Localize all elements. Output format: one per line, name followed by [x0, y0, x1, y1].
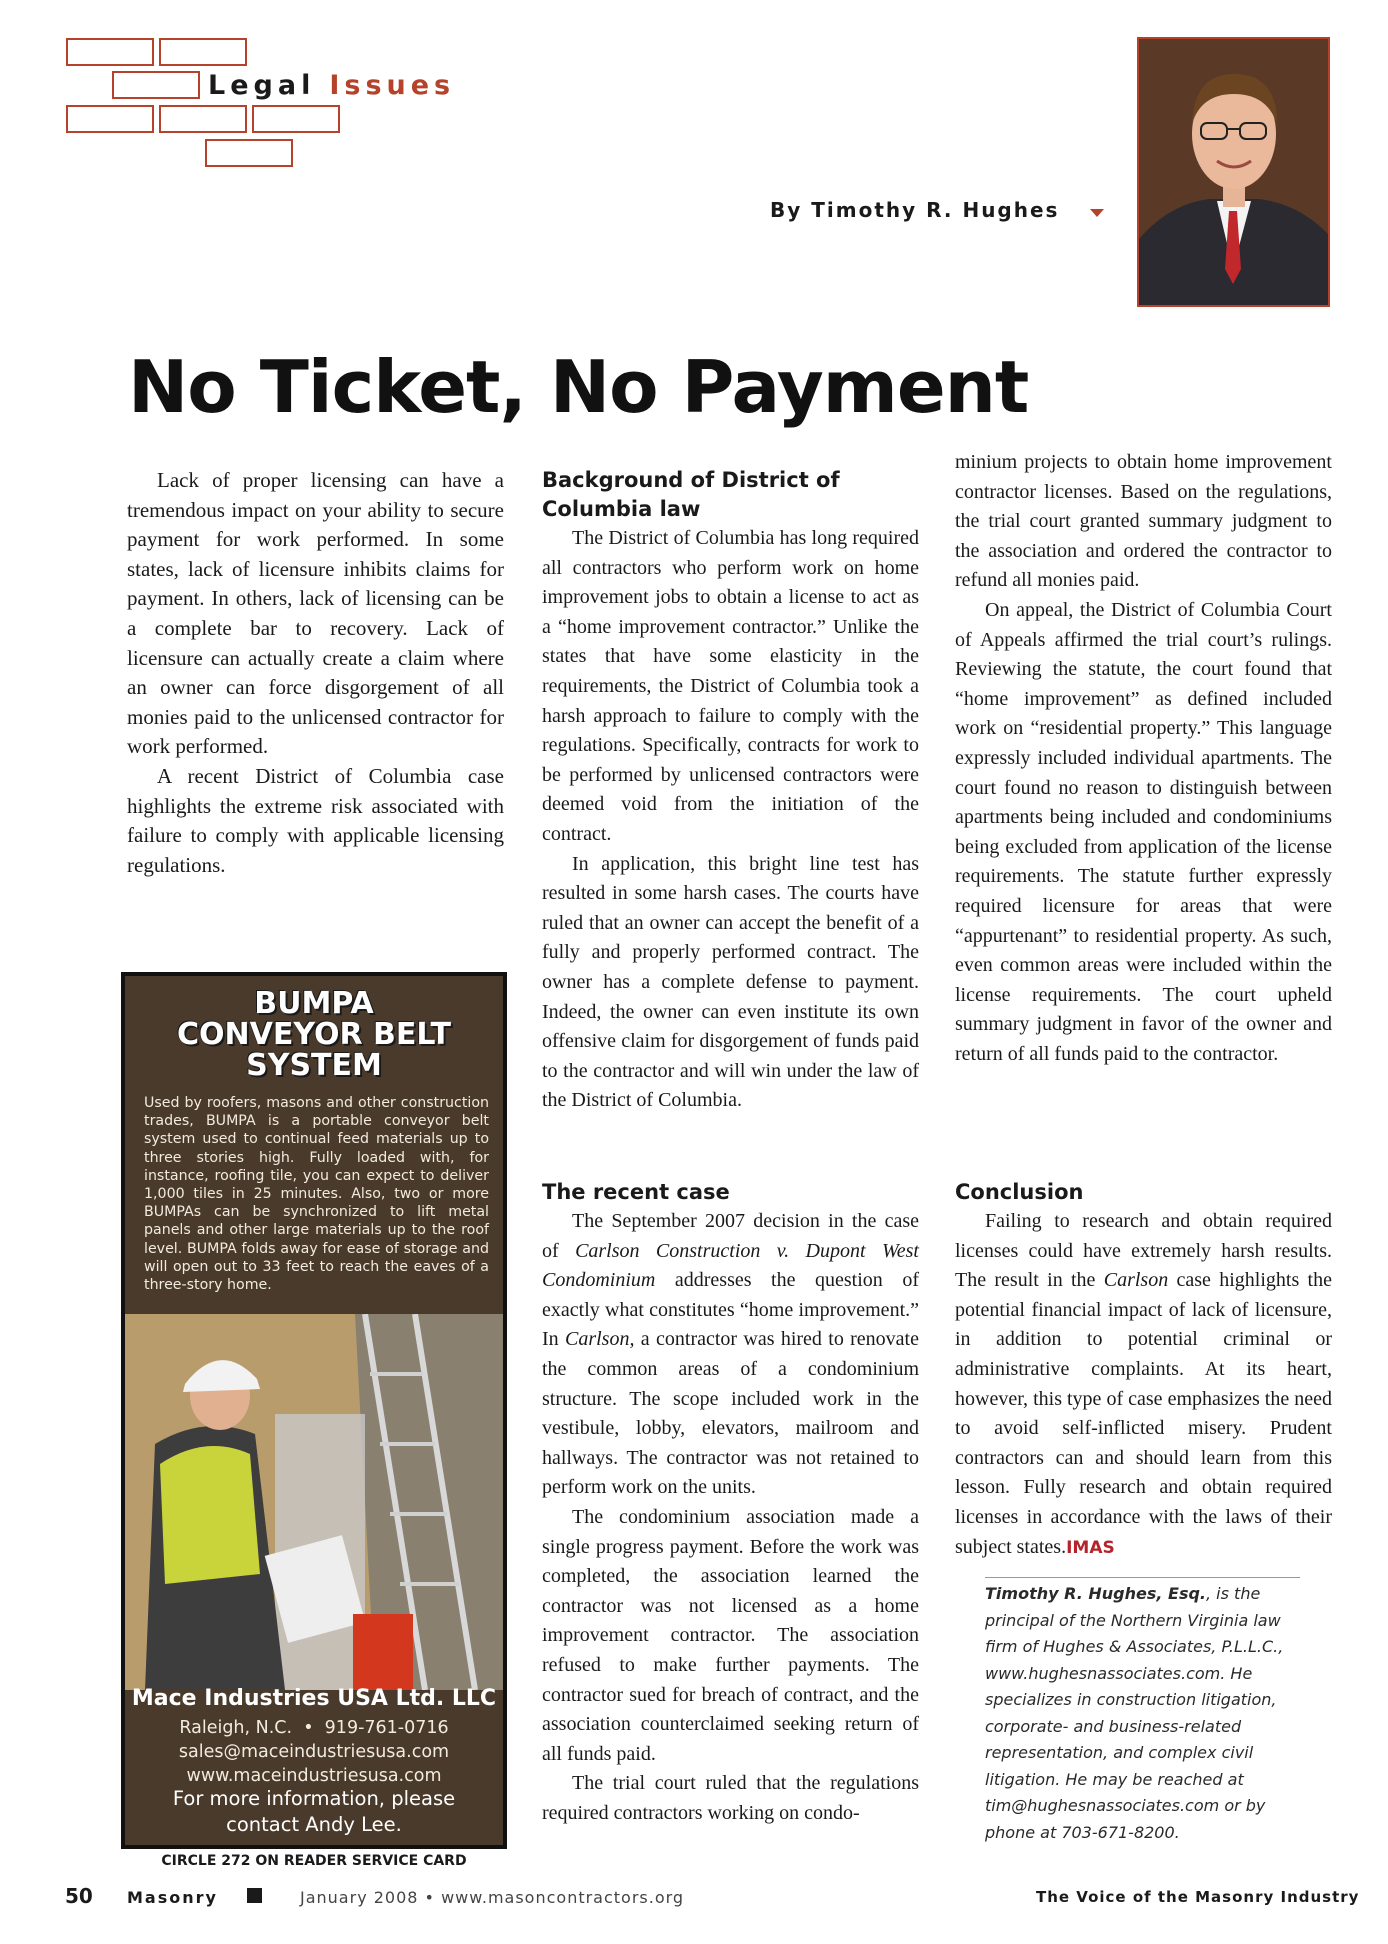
ad-contact-line: For more information, please [172, 1787, 456, 1810]
ad-company-name: Mace Industries USA Ltd. LLC [131, 1686, 497, 1711]
brick [112, 71, 200, 99]
bio-text: , is the principal of the Northern Virginia law firm of Hughes & Associates, P.L.L.C., www.hughesnassociates.com. He specializes in construction litigation, corporate- and business-related representation, and complex civil litigation. He may be reached at tim@hughesnassociates.com or by phone at 703-671-8200. [985, 1584, 1284, 1842]
section-label [208, 70, 455, 101]
ad-worker-photo [125, 1314, 503, 1690]
case-name: Carlson, [565, 1328, 635, 1351]
advertisement[interactable] [121, 972, 507, 1849]
paragraph [955, 1207, 1332, 1563]
section-label-word2: Issues [329, 70, 456, 101]
column-2 [542, 466, 919, 1116]
column-3-conclusion [955, 1178, 1332, 1563]
brick [205, 139, 293, 167]
paragraph: A recent District of Columbia case highlights the extreme risk associated with failure to comply with applicable licensing regulations. [127, 763, 504, 877]
footer-square-icon [247, 1888, 262, 1903]
bio-name: Timothy R. Hughes, Esq. [985, 1584, 1206, 1603]
brick [66, 105, 154, 133]
paragraph: minium projects to obtain home improvement contractor licenses. Based on the regulations, the trial court granted summary judgment to the association and ordered the contractor to refund all monies paid. [955, 451, 1332, 592]
text-run: case highlights the potential financial impact of lack of licensure, in addition to potential criminal or administrative complaints. At its heart, however, this type of case emphasizes the need to avoid self-inflicted misery. Prudent contractors can and should learn from this lesson. Fully research and obtain required licenses in accordance with the laws of their subject states. [955, 1269, 1332, 1558]
ad-phone: 919-761-0716 [324, 1718, 449, 1738]
case-name: Carlson [1103, 1269, 1169, 1292]
end-mark: IMAS [1066, 1537, 1115, 1558]
author-portrait-image [1139, 39, 1328, 305]
ad-website[interactable]: www.maceindustriesusa.com [186, 1766, 442, 1786]
subheading-recent-case: The recent case [542, 1180, 730, 1204]
byline: By Timothy R. Hughes [770, 198, 1060, 222]
author-photo [1137, 37, 1330, 307]
ad-location-phone: Raleigh, N.C. • 919-761-0716 [179, 1718, 449, 1738]
brick [159, 38, 247, 66]
author-bio [985, 1581, 1315, 1846]
column-1 [127, 466, 504, 880]
ad-contact-line: contact Andy Lee. [226, 1813, 402, 1836]
paragraph: The District of Columbia has long required all contractors who perform work on home improvement jobs to obtain a license to act as a “home improvement contractor.” Unlike the states that have some elasticity in the requirements, the District of Columbia took a harsh approach to failure to comply with the regulations. Specifically, contracts for work to be performed by unlicensed contractors were deemed void from the initiation of the contract. [542, 527, 919, 845]
ad-title-line: CONVEYOR BELT [176, 1017, 451, 1052]
paragraph: In application, this bright line test has resulted in some harsh cases. The courts have ruled that an owner can accept the benefit of a fully and properly performed contract. The owner has a complete defense to payment. Indeed, the owner can even institute its own offensive claim for disgorgement of funds paid to the contractor and will win under the law of the District of Columbia. [542, 852, 919, 1112]
brick [159, 105, 247, 133]
ad-contact [125, 1786, 503, 1838]
subheading-conclusion: Conclusion [955, 1180, 1084, 1204]
column-2-recent-case [542, 1178, 919, 1828]
worker-conveyor-image [125, 1314, 503, 1690]
ad-title-line: BUMPA [254, 986, 374, 1021]
brick [66, 38, 154, 66]
headline: No Ticket, No Payment [128, 345, 1029, 429]
ad-location: Raleigh, N.C. [179, 1718, 293, 1738]
tagline: The Voice of the Masonry Industry [1036, 1888, 1360, 1906]
column-3 [955, 448, 1332, 1069]
section-label-word1: Legal [208, 70, 316, 101]
case-name: Carlson Construction v. Dupont West Condominium [542, 1239, 919, 1292]
paragraph [542, 1207, 919, 1503]
page-number: 50 [65, 1884, 93, 1908]
brick [252, 105, 340, 133]
ad-title-line: SYSTEM [246, 1048, 382, 1083]
magazine-name: Masonry [127, 1888, 218, 1907]
paragraph: The trial court ruled that the regulations required contractors working on condo- [542, 1772, 919, 1824]
ad-body: Used by roofers, masons and other construction trades, BUMPA is a portable conveyor belt system used to continual feed materials up to three stories high. Fully loaded with, for instance, roofing tile, you can expect to deliver 1,000 tiles in 25 minutes. Also, two or more BUMPAs can be synchronized to lift metal panels and other large materials up to the roof level. BUMPA folds away for ease of storage and will open out to 33 feet to reach the eaves of a three-story home. [144, 1095, 489, 1294]
ad-title [125, 988, 503, 1081]
issue-info: January 2008 • www.masoncontractors.org [300, 1888, 685, 1907]
text-run: a contractor was hired to renovate the common areas of a condominium structure. The scope included work in the vestibule, lobby, elevators, mailroom and hallways. The contractor was not retained to perform work on the units. [542, 1328, 919, 1499]
byline-arrow-icon [1090, 209, 1104, 217]
text-run: The September 2007 decision in the case of [542, 1210, 919, 1262]
subheading-background: Background of District of Columbia law [542, 468, 840, 521]
text-run: Failing to research and obtain required licenses could have extremely harsh results. The result in the [955, 1210, 1332, 1292]
ad-email[interactable]: sales@maceindustriesusa.com [178, 1742, 450, 1762]
paragraph: On appeal, the District of Columbia Court of Appeals affirmed the trial court’s rulings. Reviewing the statute, the court found that “home improvement” as defined included work on “residential property.” This language expressly included individual apartments. The court found no reason to distinguish between apartments being included and condominiums being excluded from application of the license requirements. The statute further expressly required licensure for areas that were “appurtenant” to residential property. As such, even common areas were included within the license requirements. The court upheld summary judgment in favor of the owner and return of all funds paid to the contractor. [955, 598, 1332, 1065]
paragraph: The condominium association made a single progress payment. Before the work was completed, the association learned the contractor was not licensed as a home improvement contractor. The association refused to make further payments. The contractor sued for breach of contract, and the association counterclaimed seeking return of all funds paid. [542, 1505, 919, 1765]
bio-divider [985, 1577, 1300, 1578]
paragraph: Lack of proper licensing can have a tremendous impact on your ability to secure payment for work performed. In some states, lack of licensure inhibits claims for payment. In others, lack of licensing can be a complete bar to recovery. Lack of licensure can actually create a claim where an owner can force disgorgement of all monies paid to the unlicensed contractor for work performed. [127, 468, 504, 759]
text-run: addresses the question of exactly what constitutes “home improvement.” In [542, 1269, 919, 1351]
reader-service-note: CIRCLE 272 ON READER SERVICE CARD [161, 1853, 467, 1869]
